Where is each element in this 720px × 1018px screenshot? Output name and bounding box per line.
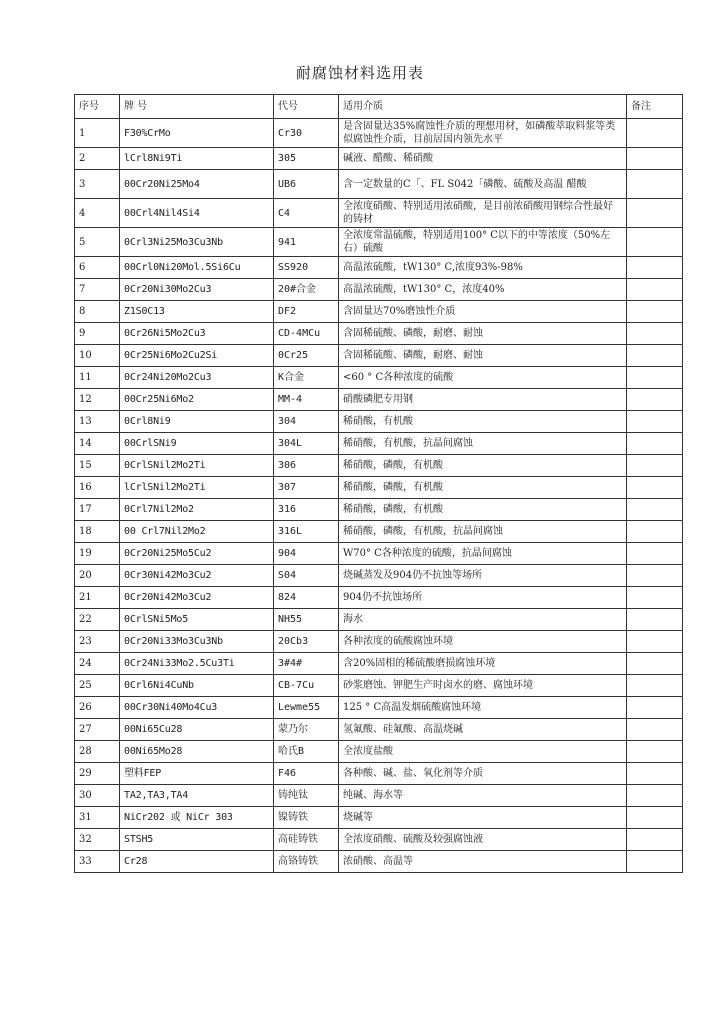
cell-code: F46: [274, 763, 339, 785]
material-table: [74, 94, 683, 873]
cell-code: CD-4MCu: [274, 323, 339, 345]
cell-note: [627, 301, 683, 323]
cell-grade: 塑料FEP: [120, 763, 274, 785]
table-row: [75, 389, 683, 411]
cell-note: [627, 653, 683, 675]
cell-index: 10: [75, 345, 120, 367]
cell-index: 17: [75, 499, 120, 521]
cell-medium: 纯碱、海水等: [339, 785, 627, 807]
cell-note: [627, 455, 683, 477]
table-row: [75, 301, 683, 323]
table-row: [75, 785, 683, 807]
table-row: [75, 455, 683, 477]
cell-code: S04: [274, 565, 339, 587]
table-row: [75, 477, 683, 499]
cell-index: 12: [75, 389, 120, 411]
table-row: [75, 411, 683, 433]
table-row: [75, 543, 683, 565]
cell-note: [627, 477, 683, 499]
cell-medium: 稀硝酸，有机酸: [339, 411, 627, 433]
cell-note: [627, 785, 683, 807]
cell-medium: <60 ° C各种浓度的硫酸: [339, 367, 627, 389]
cell-index: 4: [75, 199, 120, 228]
cell-grade: 0Crl7Nil2Mo2: [120, 499, 274, 521]
cell-note: [627, 411, 683, 433]
cell-code: 304L: [274, 433, 339, 455]
cell-note: [627, 367, 683, 389]
cell-grade: 00Cr25Ni6Mo2: [120, 389, 274, 411]
cell-grade: 00Ni65Cu28: [120, 719, 274, 741]
cell-grade: 00Crl0Ni20Mol.5Si6Cu: [120, 257, 274, 279]
header-code: 代号: [274, 95, 339, 119]
cell-grade: 0CrlSNil2Mo2Ti: [120, 455, 274, 477]
cell-note: [627, 587, 683, 609]
header-note: 备注: [627, 95, 683, 119]
cell-note: [627, 565, 683, 587]
cell-grade: STSH5: [120, 829, 274, 851]
cell-medium: 稀硝酸，磷酸，有机酸: [339, 455, 627, 477]
cell-code: C4: [274, 199, 339, 228]
table-row: [75, 367, 683, 389]
cell-index: 23: [75, 631, 120, 653]
cell-note: [627, 279, 683, 301]
cell-code: 824: [274, 587, 339, 609]
cell-grade: lCrl8Ni9Ti: [120, 148, 274, 170]
cell-index: 24: [75, 653, 120, 675]
cell-code: MM-4: [274, 389, 339, 411]
cell-grade: 0Cr30Ni42Mo3Cu2: [120, 565, 274, 587]
cell-code: 304: [274, 411, 339, 433]
cell-medium: 125 ° C高温发烟硫酸腐蚀环境: [339, 697, 627, 719]
cell-code: 0Cr25: [274, 345, 339, 367]
cell-note: [627, 170, 683, 199]
cell-code: 高铬铸铁: [274, 851, 339, 873]
cell-medium: 稀硝酸，有机酸，抗晶间腐蚀: [339, 433, 627, 455]
cell-grade: Cr28: [120, 851, 274, 873]
table-row: [75, 675, 683, 697]
cell-note: [627, 763, 683, 785]
cell-note: [627, 829, 683, 851]
cell-medium: 氢氟酸、硅氟酸、高温烧碱: [339, 719, 627, 741]
cell-medium: 稀硝酸，磷酸，有机酸: [339, 499, 627, 521]
cell-code: 哈氏B: [274, 741, 339, 763]
cell-code: K合金: [274, 367, 339, 389]
cell-medium: 硝酸磷肥专用钢: [339, 389, 627, 411]
table-row: [75, 565, 683, 587]
cell-grade: 00CrlSNi9: [120, 433, 274, 455]
table-row: [75, 851, 683, 873]
cell-index: 20: [75, 565, 120, 587]
cell-note: [627, 851, 683, 873]
cell-grade: 0Cr20Ni33Mo3Cu3Nb: [120, 631, 274, 653]
cell-index: 11: [75, 367, 120, 389]
header-index: 序号: [75, 95, 120, 119]
cell-code: 941: [274, 228, 339, 257]
cell-grade: 00Ni65Mo28: [120, 741, 274, 763]
table-row: [75, 719, 683, 741]
cell-index: 33: [75, 851, 120, 873]
table-row: [75, 170, 683, 199]
cell-note: [627, 741, 683, 763]
cell-note: [627, 228, 683, 257]
cell-medium: 全浓度盐酸: [339, 741, 627, 763]
cell-note: [627, 389, 683, 411]
table-row: [75, 521, 683, 543]
cell-grade: 0Cr20Ni42Mo3Cu2: [120, 587, 274, 609]
cell-grade: 00Crl4Nil4Si4: [120, 199, 274, 228]
cell-grade: 0Cr24Ni33Mo2.5Cu3Ti: [120, 653, 274, 675]
cell-index: 8: [75, 301, 120, 323]
page-title: 耐腐蚀材料选用表: [295, 64, 424, 82]
cell-grade: 0Cr20Ni25Mo5Cu2: [120, 543, 274, 565]
cell-index: 5: [75, 228, 120, 257]
table-row: [75, 631, 683, 653]
cell-index: 18: [75, 521, 120, 543]
cell-medium: 海水: [339, 609, 627, 631]
cell-note: [627, 543, 683, 565]
table-row: [75, 763, 683, 785]
cell-index: 32: [75, 829, 120, 851]
cell-grade: 0CrlSNi5Mo5: [120, 609, 274, 631]
cell-index: 1: [75, 119, 120, 148]
table-row: [75, 199, 683, 228]
cell-medium: 全浓度常温硫酸，特别适用100° C以下的中等浓度（50%左右）硫酸: [339, 228, 627, 257]
cell-medium: 高温浓硫酸，tW130° C，浓度40%: [339, 279, 627, 301]
cell-note: [627, 323, 683, 345]
table-row: [75, 609, 683, 631]
table-row: [75, 148, 683, 170]
cell-note: [627, 719, 683, 741]
cell-medium: 烧碱蒸发及904仍不抗蚀等场所: [339, 565, 627, 587]
cell-grade: TA2,TA3,TA4: [120, 785, 274, 807]
cell-code: 蒙乃尔: [274, 719, 339, 741]
cell-grade: lCrlSNil2Mo2Ti: [120, 477, 274, 499]
cell-grade: 0Cr26Ni5Mo2Cu3: [120, 323, 274, 345]
cell-code: UB6: [274, 170, 339, 199]
table-row: [75, 829, 683, 851]
cell-medium: 高温浓硫酸，tW130° C,浓度93%-98%: [339, 257, 627, 279]
cell-grade: 00Cr20Ni25Mo4: [120, 170, 274, 199]
cell-note: [627, 807, 683, 829]
cell-index: 25: [75, 675, 120, 697]
cell-code: 20Cb3: [274, 631, 339, 653]
cell-note: [627, 433, 683, 455]
cell-code: CB-7Cu: [274, 675, 339, 697]
cell-grade: 0Crl8Ni9: [120, 411, 274, 433]
cell-index: 14: [75, 433, 120, 455]
cell-grade: 0Cr25Ni6Mo2Cu2Si: [120, 345, 274, 367]
cell-code: NH55: [274, 609, 339, 631]
cell-note: [627, 345, 683, 367]
cell-grade: 0Crl6Ni4CuNb: [120, 675, 274, 697]
cell-index: 16: [75, 477, 120, 499]
table-row: [75, 119, 683, 148]
table-row: [75, 323, 683, 345]
cell-note: [627, 199, 683, 228]
cell-code: SS920: [274, 257, 339, 279]
cell-note: [627, 609, 683, 631]
cell-code: 305: [274, 148, 339, 170]
cell-note: [627, 631, 683, 653]
cell-code: 316L: [274, 521, 339, 543]
table-row: [75, 433, 683, 455]
table-row: [75, 499, 683, 521]
cell-code: 306: [274, 455, 339, 477]
table-header-row: [75, 95, 683, 119]
cell-note: [627, 119, 683, 148]
cell-index: 3: [75, 170, 120, 199]
table-row: [75, 587, 683, 609]
cell-grade: NiCr202 或 NiCr 303: [120, 807, 274, 829]
cell-code: 铸纯钛: [274, 785, 339, 807]
cell-index: 13: [75, 411, 120, 433]
cell-index: 31: [75, 807, 120, 829]
table-row: [75, 257, 683, 279]
cell-index: 28: [75, 741, 120, 763]
cell-grade: 0Cr20Ni30Mo2Cu3: [120, 279, 274, 301]
cell-grade: F30%CrMo: [120, 119, 274, 148]
cell-medium: 全浓度硝酸、硫酸及较强腐蚀液: [339, 829, 627, 851]
cell-note: [627, 675, 683, 697]
cell-note: [627, 521, 683, 543]
cell-code: 316: [274, 499, 339, 521]
cell-code: 高硅铸铁: [274, 829, 339, 851]
cell-medium: 904仍不抗蚀场所: [339, 587, 627, 609]
cell-index: 21: [75, 587, 120, 609]
cell-medium: 含一定数量的C「、FL S042「磷酸、硫酸及高温 醋酸: [339, 170, 627, 199]
cell-code: 3#4#: [274, 653, 339, 675]
cell-code: 20#合金: [274, 279, 339, 301]
cell-medium: 各种酸、碱、盐、氧化剂等介质: [339, 763, 627, 785]
cell-index: 27: [75, 719, 120, 741]
cell-medium: 浓硝酸、高温等: [339, 851, 627, 873]
cell-medium: 烧碱等: [339, 807, 627, 829]
cell-index: 6: [75, 257, 120, 279]
cell-index: 2: [75, 148, 120, 170]
table-row: [75, 228, 683, 257]
table-row: [75, 345, 683, 367]
cell-index: 29: [75, 763, 120, 785]
cell-index: 7: [75, 279, 120, 301]
cell-code: DF2: [274, 301, 339, 323]
header-grade: 牌 号: [120, 95, 274, 119]
cell-code: 镍铸铁: [274, 807, 339, 829]
cell-note: [627, 499, 683, 521]
cell-medium: 各种浓度的硫酸腐蚀环境: [339, 631, 627, 653]
cell-medium: 是含固量达35%腐蚀性介质的理想用材，如磷酸萃取料浆等类似腐蚀性介质，目前居国内领先水平: [339, 119, 627, 148]
cell-index: 22: [75, 609, 120, 631]
cell-medium: 含固量达70%磨蚀性介质: [339, 301, 627, 323]
table-row: [75, 279, 683, 301]
cell-grade: Z1S0C13: [120, 301, 274, 323]
cell-medium: 砂浆磨蚀、钾肥生产时卤水的磨、腐蚀环境: [339, 675, 627, 697]
cell-note: [627, 257, 683, 279]
cell-medium: 含固稀硫酸、磷酸，耐磨、耐蚀: [339, 323, 627, 345]
cell-index: 19: [75, 543, 120, 565]
cell-medium: 稀硝酸，磷酸，有机酸，抗晶间腐蚀: [339, 521, 627, 543]
cell-medium: 碱液、醋酸、稀硝酸: [339, 148, 627, 170]
cell-grade: 00Cr30Ni40Mo4Cu3: [120, 697, 274, 719]
cell-note: [627, 697, 683, 719]
table-row: [75, 653, 683, 675]
cell-code: Cr30: [274, 119, 339, 148]
cell-code: 307: [274, 477, 339, 499]
cell-grade: 00 Crl7Nil2Mo2: [120, 521, 274, 543]
cell-medium: 含固稀硫酸、磷酸，耐磨、耐蚀: [339, 345, 627, 367]
table-body: [75, 119, 683, 873]
cell-medium: W70° C各种浓度的硫酸，抗晶间腐蚀: [339, 543, 627, 565]
cell-index: 15: [75, 455, 120, 477]
table-row: [75, 807, 683, 829]
cell-note: [627, 148, 683, 170]
cell-grade: 0Cr24Ni20Mo2Cu3: [120, 367, 274, 389]
cell-grade: 0Crl3Ni25Mo3Cu3Nb: [120, 228, 274, 257]
table-row: [75, 741, 683, 763]
cell-code: 904: [274, 543, 339, 565]
cell-medium: 稀硝酸，磷酸，有机酸: [339, 477, 627, 499]
cell-index: 26: [75, 697, 120, 719]
cell-medium: 含20%固相的稀硫酸磨损腐蚀环境: [339, 653, 627, 675]
cell-index: 9: [75, 323, 120, 345]
cell-medium: 全浓度硝酸、特别适用浓硝酸，是目前浓硝酸用钢综合性最好的铸材: [339, 199, 627, 228]
cell-code: Lewme55: [274, 697, 339, 719]
table-row: [75, 697, 683, 719]
header-medium: 适用介质: [339, 95, 627, 119]
cell-index: 30: [75, 785, 120, 807]
